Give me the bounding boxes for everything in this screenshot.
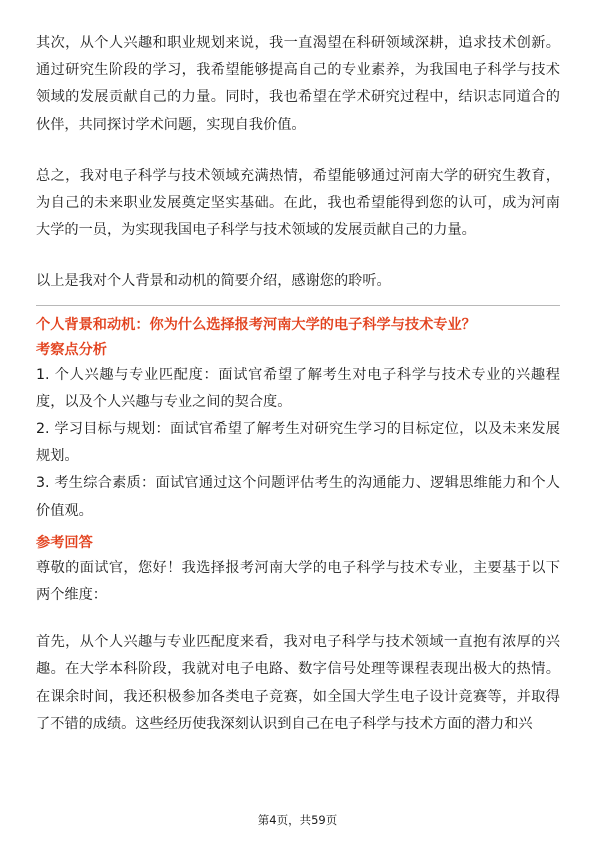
answer-intro: 尊敬的面试官，您好！我选择报考河南大学的电子科学与技术专业，主要基于以下两个维度： — [36, 559, 560, 604]
answer-heading: 参考回答 — [36, 534, 93, 551]
document-page — [36, 30, 560, 738]
paragraph-career-plan: 其次，从个人兴趣和职业规划来说，我一直渴望在科研领域深耕，追求技术创新。通过研究生阶段的学习，我希望能够提高自己的专业素养，为我国电子科学与技术领域的发展贡献自己的力量。同时，我也希望在学术研究过程中，结识志同道合的伙伴，共同探讨学术问题，实现自我价值。 — [36, 35, 560, 133]
paragraph-conclusion: 总之，我对电子科学与技术领域充满热情，希望能够通过河南大学的研究生教育，为自己的未来职业发展奠定坚实基础。在此，我也希望能得到您的认可，成为河南大学的一员，为实现我国电子科学与技术领域的发展贡献自己的力量。 — [36, 167, 560, 239]
answer-body: 首先，从个人兴趣与专业匹配度来看，我对电子科学与技术领域一直抱有浓厚的兴趣。在大学本科阶段，我就对电子电路、数字信号处理等课程表现出极大的热情。在课余时间，我还积极参加各类电子竞赛，如全国大学生电子设计竞赛等，并取得了不错的成绩。这些经历使我深刻认识到自己在电子科学与技术方面的潜力和兴 — [36, 634, 560, 732]
page-number: 第4页，共59页 — [257, 813, 338, 827]
paragraph-thanks: 以上是我对个人背景和动机的简要介绍，感谢您的聆听。 — [36, 273, 391, 290]
analysis-heading: 考察点分析 — [36, 341, 107, 358]
section-divider — [36, 305, 560, 306]
analysis-item: 3. 考生综合素质：面试官通过这个问题评估考生的沟通能力、逻辑思维能力和个人价值观。 — [36, 475, 560, 519]
analysis-item: 2. 学习目标与规划：面试官希望了解考生对研究生学习的目标定位，以及未来发展规划。 — [36, 421, 560, 465]
question-heading: 个人背景和动机：你为什么选择报考河南大学的电子科学与技术专业？ — [36, 316, 476, 333]
analysis-item: 1. 个人兴趣与专业匹配度：面试官希望了解考生对电子科学与技术专业的兴趣程度，以及个人兴趣与专业之间的契合度。 — [36, 366, 560, 410]
